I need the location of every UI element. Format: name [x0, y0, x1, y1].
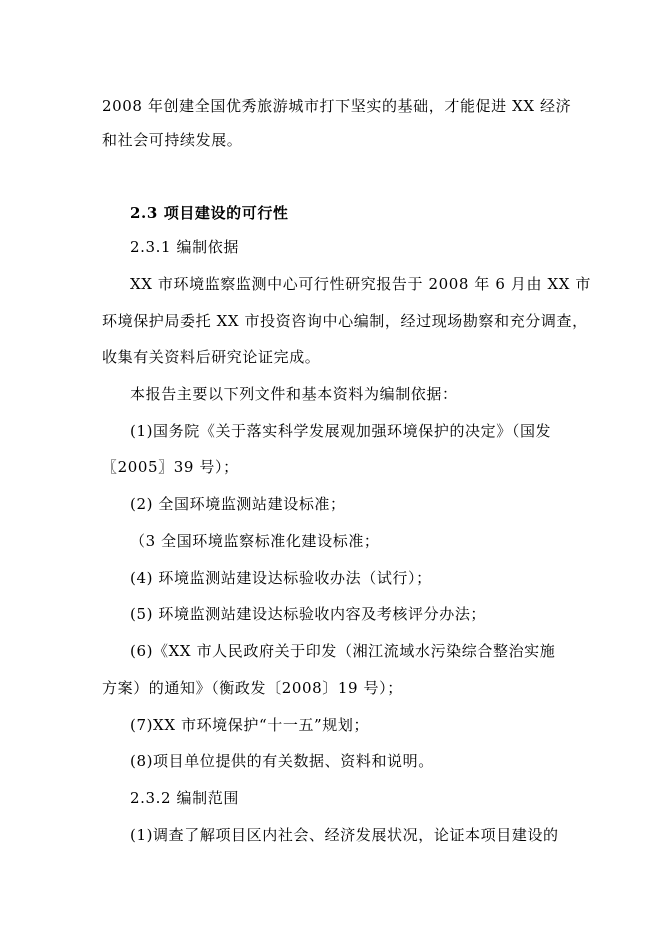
basis-item-6-line-2: 方案）的通知》（衡政发〔2008〕19 号）；	[102, 679, 403, 697]
section-2-3-title: 2.3 项目建设的可行性	[130, 204, 289, 222]
basis-para1-line-2: 环境保护局委托 XX 市投资咨询中心编制，经过现场勘察和充分调查，	[102, 312, 588, 330]
basis-item-7: (7)XX 市环境保护“十一五”规划；	[130, 716, 370, 734]
basis-item-6-line-1: (6)《XX 市人民政府关于印发（湘江流域水污染综合整治实施	[130, 642, 556, 660]
basis-item-4: (4) 环境监测站建设达标验收办法（试行）；	[130, 569, 432, 587]
section-2-3-2-title: 2.3.2 编制范围	[130, 789, 239, 807]
intro-line-1: 2008 年创建全国优秀旅游城市打下坚实的基础，才能促进 XX 经济	[102, 97, 572, 115]
basis-item-3: （3 全国环境监察标准化建设标准；	[130, 532, 380, 550]
basis-item-8: (8)项目单位提供的有关数据、资料和说明。	[130, 752, 434, 770]
intro-line-2: 和社会可持续发展。	[102, 131, 243, 149]
basis-item-1-line-2: 〖2005〗39 号）；	[102, 458, 239, 476]
basis-para2: 本报告主要以下列文件和基本资料为编制依据：	[130, 385, 458, 403]
basis-item-2: (2) 全国环境监测站建设标准；	[130, 495, 346, 513]
scope-item-1-line-1: (1)调查了解项目区内社会、经济发展状况，论证本项目建设的	[130, 826, 559, 844]
basis-para1-line-1: XX 市环境监察监测中心可行性研究报告于 2008 年 6 月由 XX 市	[130, 275, 592, 293]
basis-para1-line-3: 收集有关资料后研究论证完成。	[102, 348, 321, 366]
section-2-3-1-title: 2.3.1 编制依据	[130, 238, 239, 256]
basis-item-5: (5) 环境监测站建设达标验收内容及考核评分办法；	[130, 605, 487, 623]
basis-item-1-line-1: (1)国务院《关于落实科学发展观加强环境保护的决定》（国发	[130, 422, 552, 440]
